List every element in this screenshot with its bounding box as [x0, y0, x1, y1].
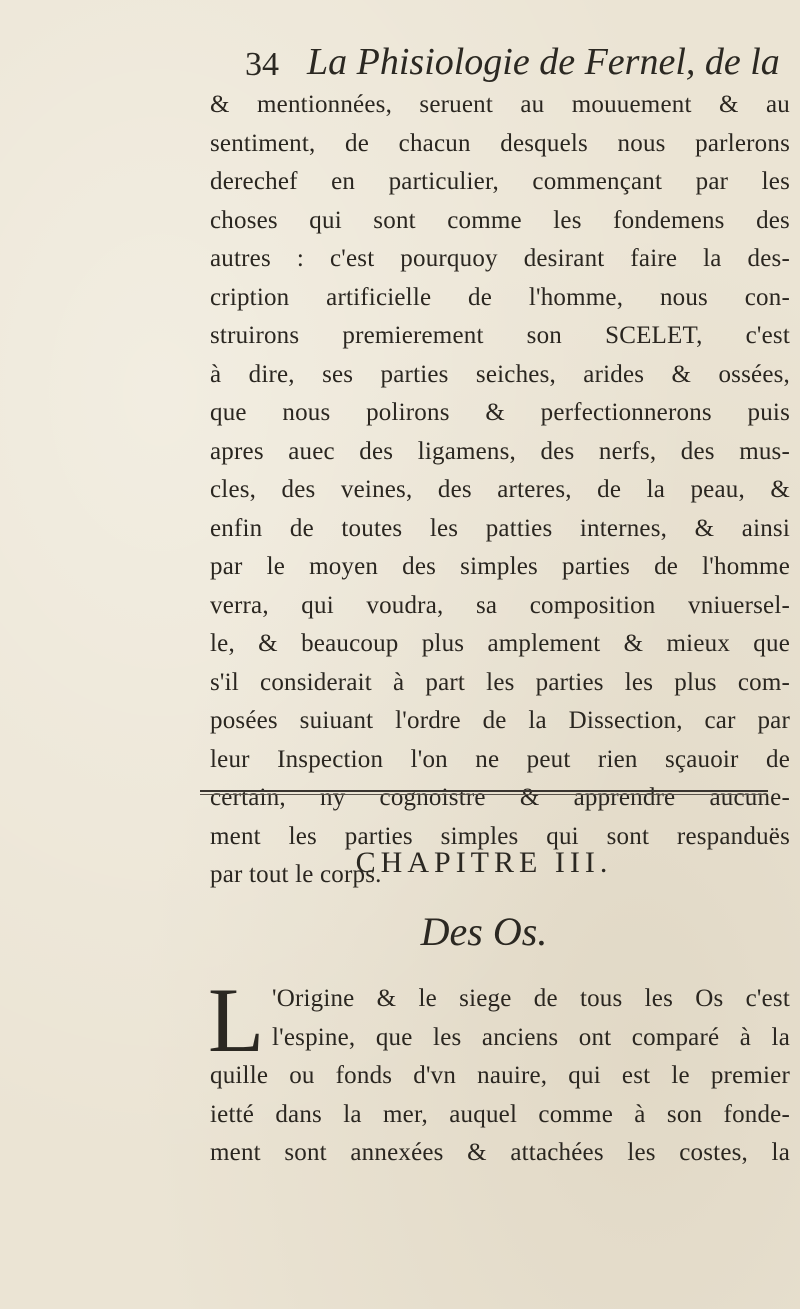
- text-line: posées suiuant l'ordre de la Dissection, car par: [210, 707, 790, 734]
- text-line: ment les parties simples qui sont respanduës: [210, 822, 790, 850]
- running-title: La Phisiologie de Fernel, de la: [307, 41, 780, 83]
- page-number: 34: [245, 46, 279, 83]
- text-line: 'Origine & le siege de tous les Os c'est: [272, 985, 790, 1012]
- section-divider-thin: [200, 794, 768, 795]
- text-line: struirons premierement son SCELET, c'est: [210, 322, 790, 349]
- section-divider: [200, 790, 768, 792]
- text-line: enfin de toutes les patties internes, & ainsi: [210, 514, 790, 542]
- text-line: par tout le corps.: [210, 861, 382, 888]
- text-line: quille ou fonds d'vn nauire, qui est le premier: [210, 1062, 790, 1089]
- section-paragraph: [208, 969, 790, 1173]
- text-line: s'il considerait à part les parties les plus com-: [210, 668, 790, 696]
- text-line: que nous polirons & perfectionnerons puis: [210, 399, 790, 426]
- text-line: à dire, ses parties seiches, arides & ossées,: [210, 360, 790, 388]
- text-line: autres : c'est pourquoy desirant faire la des-: [210, 245, 790, 272]
- page-header: [245, 40, 780, 90]
- text-line: l'espine, que les anciens ont comparé à la: [272, 1023, 790, 1051]
- text-line: apres auec des ligamens, des nerfs, des mus-: [210, 437, 790, 465]
- text-line: derechef en particulier, commençant par les: [210, 168, 790, 195]
- text-line: ment sont annexées & attachées les costes, la: [210, 1139, 790, 1166]
- text-line: & mentionnées, seruent au mouuement & au: [210, 91, 790, 118]
- text-line: cription artificielle de l'homme, nous con-: [210, 283, 790, 311]
- chapter-heading: CHAPITRE III.: [355, 846, 613, 879]
- body-paragraph: [210, 86, 790, 895]
- chapter-subtitle: Des Os.: [420, 909, 548, 954]
- text-line: le, & beaucoup plus amplement & mieux que: [210, 630, 790, 657]
- text-line: certain, ny cognoistre & apprendre aucune-: [210, 784, 790, 811]
- text-line: verra, qui voudra, sa composition vniuersel-: [210, 591, 790, 619]
- text-line: par le moyen des simples parties de l'homme: [210, 553, 790, 580]
- text-line: ietté dans la mer, auquel comme à son fonde-: [210, 1100, 790, 1128]
- text-line: choses qui sont comme les fondemens des: [210, 206, 790, 234]
- drop-cap: L: [208, 969, 265, 1071]
- text-line: cles, des veines, des arteres, de la peau, &: [210, 476, 790, 503]
- text-line: leur Inspection l'on ne peut rien sçauoir de: [210, 745, 790, 773]
- text-line: sentiment, de chacun desquels nous parlerons: [210, 129, 790, 157]
